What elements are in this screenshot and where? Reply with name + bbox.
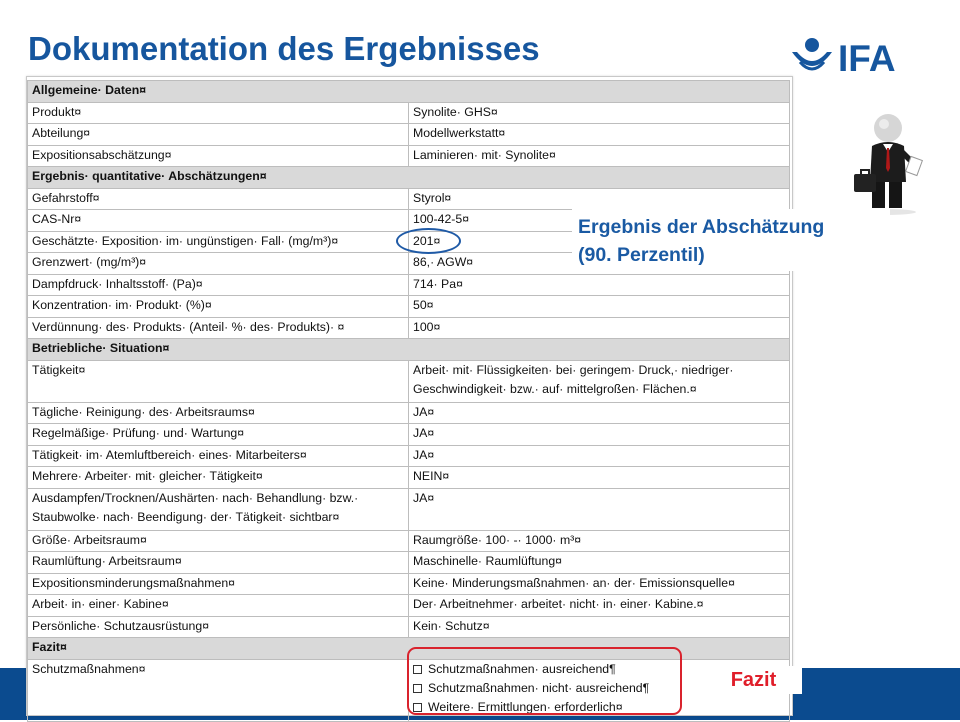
section-general-data: Allgemeine· Daten¤ [28, 81, 790, 103]
row-value: Raumgröße· 100· -· 1000· m³¤ [409, 530, 790, 552]
row-label: Tätigkeit· im· Atemluftbereich· eines· Mitarbeiters¤ [28, 445, 409, 467]
section-operational-situation: Betriebliche· Situation¤ [28, 339, 790, 361]
option-label: Weitere· Ermittlungen· erforderlich¤ [428, 699, 623, 714]
table-row [28, 488, 790, 530]
row-label [28, 488, 409, 530]
row-label: Produkt¤ [28, 102, 409, 124]
row-value: NEIN¤ [409, 467, 790, 489]
row-label: Persönliche· Schutzausrüstung¤ [28, 616, 409, 638]
row-label: Expositionsminderungsmaßnahmen¤ [28, 573, 409, 595]
table-row [28, 124, 790, 146]
highlight-ellipse [396, 228, 461, 254]
row-value: Maschinelle· Raumlüftung¤ [409, 552, 790, 574]
table-row [28, 616, 790, 638]
section-row [28, 339, 790, 361]
table-row [28, 445, 790, 467]
row-value: Laminieren· mit· Synolite¤ [409, 145, 790, 167]
row-value: JA¤ [409, 445, 790, 467]
option-label: Schutzmaßnahmen· nicht· ausreichend¶ [428, 680, 650, 695]
row-label: Schutzmaßnahmen¤ [28, 659, 409, 721]
table-row [28, 145, 790, 167]
row-value: Styrol¤ [409, 188, 790, 210]
row-label: Geschätzte· Exposition· im· ungünstigen· Fall· (mg/m³)¤ [28, 231, 409, 253]
row-value: 100¤ [409, 317, 790, 339]
section-row [28, 81, 790, 103]
row-label: CAS-Nr¤ [28, 210, 409, 232]
table-row [28, 360, 790, 402]
annotation-line: Ergebnis der Abschätzung [578, 216, 825, 238]
section-quantitative-results: Ergebnis· quantitative· Abschätzungen¤ [28, 167, 790, 189]
row-value: Synolite· GHS¤ [409, 102, 790, 124]
table-row [28, 188, 790, 210]
table-row [28, 573, 790, 595]
row-value: JA¤ [409, 424, 790, 446]
table-row [28, 274, 790, 296]
row-label: Abteilung¤ [28, 124, 409, 146]
logo-text: IFA [838, 38, 896, 79]
row-label: Tägliche· Reinigung· des· Arbeitsraums¤ [28, 402, 409, 424]
table-row [28, 467, 790, 489]
businessman-figure-icon [848, 108, 924, 216]
table-row [28, 595, 790, 617]
ifa-logo [790, 36, 920, 84]
table-row [28, 317, 790, 339]
row-label: Konzentration· im· Produkt· (%)¤ [28, 296, 409, 318]
row-label: Grenzwert· (mg/m³)¤ [28, 253, 409, 275]
fazit-label: Fazit [705, 666, 802, 694]
row-label: Regelmäßige· Prüfung· und· Wartung¤ [28, 424, 409, 446]
row-value: 86,· AGW¤ [409, 253, 790, 275]
table-row [28, 102, 790, 124]
exposure-value: 201¤ [409, 231, 790, 253]
row-label: Dampfdruck· Inhaltsstoff· (Pa)¤ [28, 274, 409, 296]
row-label: Arbeit· in· einer· Kabine¤ [28, 595, 409, 617]
exposure-form-table [27, 80, 790, 722]
row-value-line: Geschwindigkeit· bzw.· auf· mittelgroßen· Flächen.¤ [413, 381, 697, 396]
row-value: 100-42-5¤ [409, 210, 790, 232]
row-label: Gefahrstoff¤ [28, 188, 409, 210]
section-row [28, 167, 790, 189]
table-row [28, 296, 790, 318]
document-page [26, 76, 793, 716]
ifa-logo-icon [790, 36, 834, 84]
row-label: Tätigkeit¤ [28, 360, 409, 402]
row-label-line: Staubwolke· nach· Beendigung· der· Tätigkeit· sichtbar¤ [32, 509, 340, 524]
row-value: Keine· Minderungsmaßnahmen· an· der· Emissionsquelle¤ [409, 573, 790, 595]
table-row [28, 402, 790, 424]
row-value: Der· Arbeitnehmer· arbeitet· nicht· in· einer· Kabine.¤ [409, 595, 790, 617]
row-value-line: Arbeit· mit· Flüssigkeiten· bei· geringem· Druck,· niedriger· [413, 362, 734, 377]
slide-title: Dokumentation des Ergebnisses [28, 30, 540, 67]
table-row [28, 530, 790, 552]
annotation-line: (90. Perzentil) [578, 244, 705, 266]
row-value: JA¤ [409, 488, 790, 530]
row-label: Mehrere· Arbeiter· mit· gleicher· Tätigkeit¤ [28, 467, 409, 489]
table-row [28, 424, 790, 446]
row-value: 714· Pa¤ [409, 274, 790, 296]
row-value: JA¤ [409, 402, 790, 424]
table-row [28, 552, 790, 574]
row-label-line: Ausdampfen/Trocknen/Aushärten· nach· Behandlung· bzw.· [32, 490, 359, 505]
row-value: 50¤ [409, 296, 790, 318]
row-value [409, 360, 790, 402]
section-conclusion: Fazit¤ [28, 638, 790, 660]
estimate-annotation [572, 209, 890, 271]
conclusion-highlight-box [407, 647, 682, 715]
row-label: Verdünnung· des· Produkts· (Anteil· %· des· Produkts)· ¤ [28, 317, 409, 339]
row-label: Größe· Arbeitsraum¤ [28, 530, 409, 552]
row-value: Kein· Schutz¤ [409, 616, 790, 638]
option-label: Schutzmaßnahmen· ausreichend¶ [428, 661, 616, 676]
row-value: Modellwerkstatt¤ [409, 124, 790, 146]
row-label: Expositionsabschätzung¤ [28, 145, 409, 167]
row-label: Raumlüftung· Arbeitsraum¤ [28, 552, 409, 574]
